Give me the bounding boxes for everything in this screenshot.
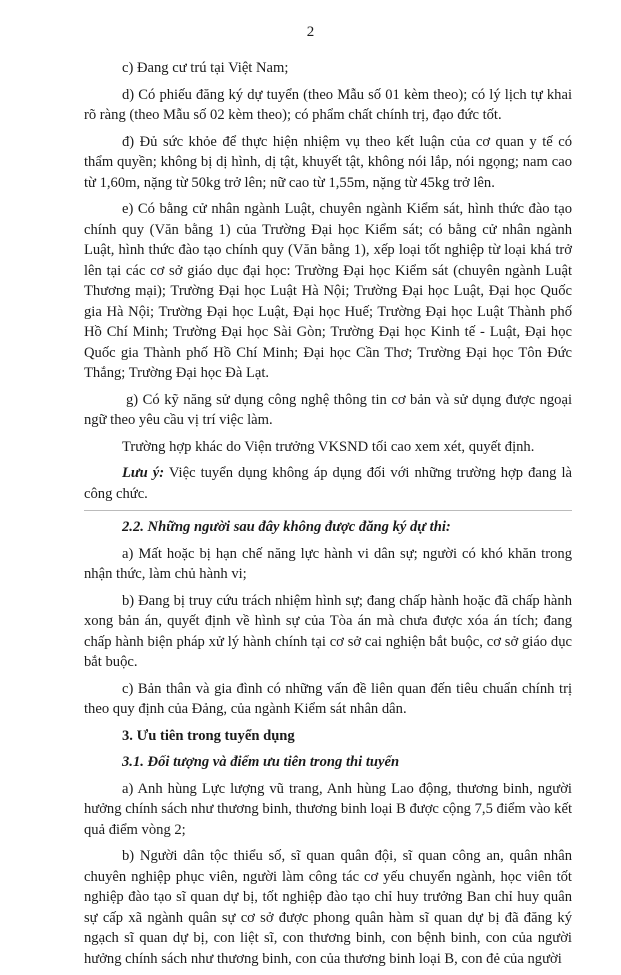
paragraph-g: g) Có kỹ năng sử dụng công nghệ thông tin cơ bản và sử dụng được ngoại ngữ theo yêu cầu vị trí việc làm. xyxy=(84,391,572,428)
paragraph-note xyxy=(84,463,572,504)
exclusion-a: a) Mất hoặc bị hạn chế năng lực hành vi dân sự; người có khó khăn trong nhận thức, làm chủ hành vi; xyxy=(84,545,572,582)
priority-b: b) Người dân tộc thiểu số, sĩ quan quân đội, sĩ quan công an, quân nhân chuyên nghiệp phục viên, người làm công tác cơ yếu chuyển ngành, học viên tốt nghiệp đào tạo sĩ quan dự bị, tốt nghiệp đào tạo chỉ huy trưởng Ban chỉ huy quân sự cấp xã ngành quân sự cơ sở được phong quân hàm sĩ quan dự bị đã đăng ký ngạch sĩ quan dự bị, con liệt sĩ, con thương binh, con bệnh binh, con của người hưởng chính sách như thương binh, con của thương binh loại B, con đẻ của người xyxy=(84,848,572,967)
note-label: Lưu ý: xyxy=(122,465,165,481)
paragraph-other-case: Trường hợp khác do Viện trưởng VKSND tối cao xem xét, quyết định. xyxy=(122,438,535,455)
heading-3-1: 3.1. Đối tượng và điểm ưu tiên trong thi tuyển xyxy=(122,754,400,770)
note-text: Việc tuyển dụng không áp dụng đối với những trường hợp đang là công chức. xyxy=(84,465,572,502)
page-number: 2 xyxy=(306,24,315,40)
document-body xyxy=(84,58,572,975)
paragraph-e: e) Có bằng cử nhân ngành Luật, chuyên ngành Kiểm sát, hình thức đào tạo chính quy (Văn bằng 1) của Trường Đại học Kiểm sát; có bằng cử nhân ngành Luật, hình thức đào tạo chính quy (Văn bằng 1), xếp loại tốt nghiệp từ loại khá trở lên tại các cơ sở giáo dục đại học: Trường Đại học Kiểm sát (chuyên ngành Luật Thương mại); Trường Đại học Luật Hà Nội; Trường Đại học Luật, Đại học Quốc gia Hà Nội; Trường Đại học Luật, Đại học Huế; Trường Đại học Luật Thành phố Hồ Chí Minh; Trường Đại học Sài Gòn; Trường Đại học Kinh tế - Luật, Đại học Quốc gia Thành phố Hồ Chí Minh; Đại học Cần Thơ; Trường Đại học Tôn Đức Thắng; Trường Đại học Đà Lạt. xyxy=(84,201,572,381)
section-divider xyxy=(84,510,572,511)
exclusion-b: b) Đang bị truy cứu trách nhiệm hình sự; đang chấp hành hoặc đã chấp hành xong bản án, quyết định về hình sự của Tòa án mà chưa được xóa án tích; đang chấp hành biện pháp xử lý hành chính tại cơ sở cai nghiện bắt buộc, cơ sở giáo dục bắt buộc. xyxy=(84,592,572,670)
heading-3: 3. Ưu tiên trong tuyển dụng xyxy=(122,727,295,744)
paragraph-dd: đ) Đủ sức khỏe để thực hiện nhiệm vụ theo kết luận của cơ quan y tế có thẩm quyền; không bị dị hình, dị tật, khuyết tật, không nói lắp, nói ngọng; nam cao từ 1,60m, nặng từ 50kg trở lên; nữ cao từ 1,55m, nặng từ 45kg trở lên. xyxy=(84,133,572,191)
paragraph-d: d) Có phiếu đăng ký dự tuyển (theo Mẫu số 01 kèm theo); có lý lịch tự khai rõ ràng (theo Mẫu số 02 kèm theo); có phẩm chất chính trị, đạo đức tốt. xyxy=(84,86,572,123)
paragraph-c: c) Đang cư trú tại Việt Nam; xyxy=(122,60,289,76)
priority-a: a) Anh hùng Lực lượng vũ trang, Anh hùng Lao động, thương binh, người hưởng chính sách như thương binh, thương binh loại B được cộng 7,5 điểm vào kết quả điểm vòng 2; xyxy=(84,780,572,838)
exclusion-c: c) Bản thân và gia đình có những vấn đề liên quan đến tiêu chuẩn chính trị theo quy định của Đảng, của ngành Kiểm sát nhân dân. xyxy=(84,680,572,717)
heading-2-2: 2.2. Những người sau đây không được đăng ký dự thi: xyxy=(122,519,451,535)
